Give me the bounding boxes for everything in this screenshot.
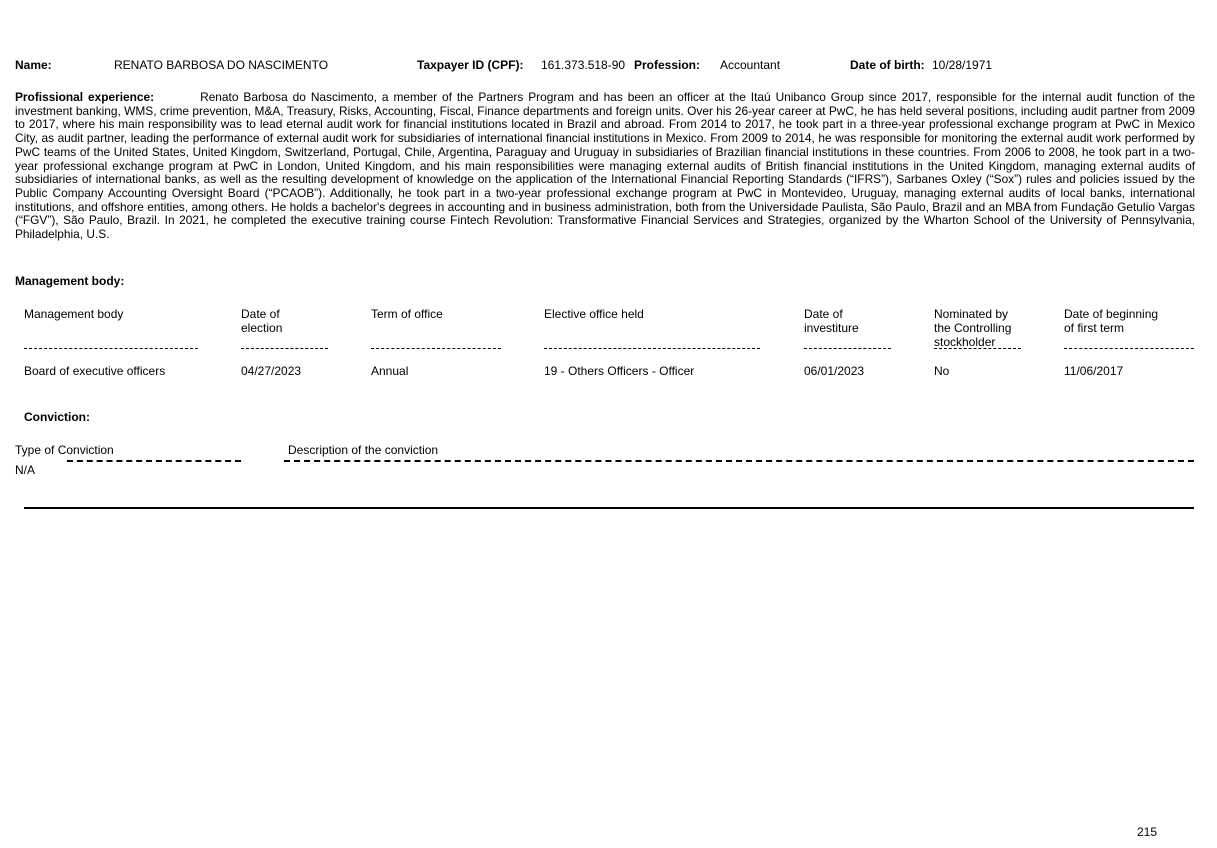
conviction-description-header: Description of the conviction bbox=[288, 443, 439, 457]
cell-first-term: 11/06/2017 bbox=[1064, 364, 1124, 378]
header-underline bbox=[24, 348, 198, 349]
cell-date-of-election: 04/27/2023 bbox=[241, 364, 302, 378]
dob-value: 10/28/1971 bbox=[932, 58, 993, 72]
conviction-type-value: N/A bbox=[15, 463, 36, 477]
name-label: Name: bbox=[15, 58, 52, 72]
name-value: RENATO BARBOSA DO NASCIMENTO bbox=[114, 58, 329, 72]
header-underline bbox=[1064, 348, 1194, 349]
col-header-date-of-election: Date of election bbox=[241, 307, 283, 335]
header-underline bbox=[804, 348, 891, 349]
header-underline bbox=[371, 348, 501, 349]
conviction-section-title: Conviction: bbox=[24, 410, 90, 424]
management-section-title: Management body: bbox=[15, 274, 125, 288]
cell-nominated: No bbox=[934, 364, 950, 378]
profession-label: Profession: bbox=[634, 58, 701, 72]
col-header-management-body: Management body bbox=[24, 307, 124, 321]
section-divider bbox=[24, 507, 1194, 509]
experience-text: Renato Barbosa do Nascimento, a member of the Partners Program and has been an officer at the Itaú Unibanco Group since 2017, responsible for the internal audit function of the investment banking, WMS, crime prevention, M&A, Treasury, Risks, Accounting, Fiscal, Finance departments and foreign units. Over his 26-year career at PwC, he has held several positions, including audit partner from 2009 to 2017, where his main responsibility was to lead eternal audit work for financial institutions located in Brazil and abroad. From 2014 to 2017, he took part in a three-year professional exchange program at PwC in Mexico City, as audit partner, leading the performance of external audit work for subsidiaries of international financial institutions in Mexico. From 2009 to 2014, he was responsible for monitoring the external audit work performed by PwC teams of the United States, United Kingdom, Switzerland, Portugal, Chile, Argentina, Paraguay and Uruguay in subsidiaries of Brazilian financial institutions in these countries. From 2006 to 2008, he took part in a two-year professional exchange program at PwC in London, United Kingdom, and his main responsibilities were managing external audits of British financial institutions in the United Kingdom, managing external audits of subsidiaries of international banks, as well as the resulting development of knowledge on the application of the International Financial Reporting Standards (“IFRS”), Sarbanes Oxley (“Sox”) rules and policies issued by the Public Company Accounting Oversight Board (“PCAOB”). Additionally, he took part in a two-year professional exchange program at PwC in Montevideo, Uruguay, managing external audits of local banks, international institutions, and offshore entities, among others. He holds a bachelor's degrees in accounting and in business administration, both from the Universidade Paulista, São Paulo, Brazil and an MBA from Fundação Getulio Vargas (“FGV”), São Paulo, Brazil. In 2021, he completed the executive training course Fintech Revolution: Transformative Financial Services and Strategies, organized by the Wharton School of the University of Pennsylvania, Philadelphia, U.S. bbox=[15, 90, 1195, 242]
header-underline bbox=[544, 348, 760, 349]
cell-management-body: Board of executive officers bbox=[24, 364, 166, 378]
col-header-elective-office: Elective office held bbox=[544, 307, 644, 321]
conviction-description-underline bbox=[284, 460, 1194, 462]
col-header-date-of-investiture: Date of investiture bbox=[804, 307, 859, 335]
professional-experience bbox=[15, 91, 1195, 242]
col-header-term-of-office: Term of office bbox=[371, 307, 443, 321]
header-underline bbox=[241, 348, 328, 349]
header-underline bbox=[934, 348, 1021, 349]
col-header-nominated-by-controlling: Nominated by the Controlling stockholder bbox=[934, 307, 1012, 349]
profession-value: Accountant bbox=[720, 58, 781, 72]
taxpayer-value: 161.373.518-90 bbox=[541, 58, 626, 72]
cell-term-of-office: Annual bbox=[371, 364, 409, 378]
page-number: 215 bbox=[1137, 825, 1158, 839]
taxpayer-label: Taxpayer ID (CPF): bbox=[417, 58, 524, 72]
col-header-first-term: Date of beginning of first term bbox=[1064, 307, 1159, 335]
cell-elective-office: 19 - Others Officers - Officer bbox=[544, 364, 695, 378]
experience-label: Profissional experience: bbox=[15, 90, 155, 104]
conviction-type-underline bbox=[67, 460, 241, 462]
cell-date-of-investiture: 06/01/2023 bbox=[804, 364, 865, 378]
dob-label: Date of birth: bbox=[850, 58, 925, 72]
conviction-type-header: Type of Conviction bbox=[15, 443, 114, 457]
